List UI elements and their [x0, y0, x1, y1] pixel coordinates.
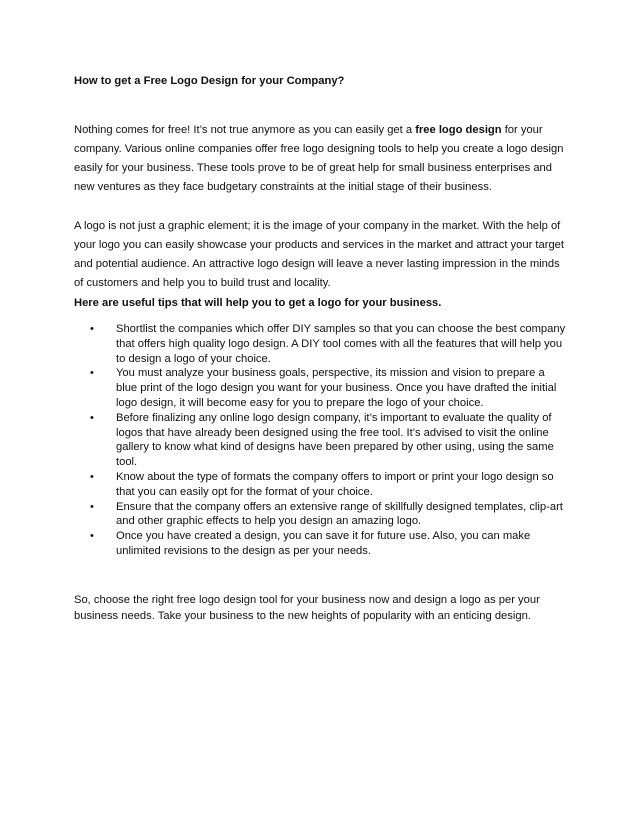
intro-bold-keyword: free logo design — [415, 124, 502, 136]
closing-paragraph: So, choose the right free logo design tool for your business now and design a logo as per your business needs. Take your business to the new heights of popularity with an enticing design. — [74, 594, 540, 622]
intro-paragraph — [74, 121, 568, 197]
list-item — [74, 322, 568, 366]
tip-text: Shortlist the companies which offer DIY samples so that you can choose the best company that offers high quality logo design. A DIY tool comes with all the features that will help you to design a logo of your choice. — [116, 323, 566, 365]
list-item — [74, 411, 568, 470]
document-title: How to get a Free Logo Design for your Company? — [74, 75, 345, 87]
tips-heading: Here are useful tips that will help you to get a logo for your business. — [74, 297, 442, 309]
bullet-icon: • — [90, 500, 94, 513]
tip-text: You must analyze your business goals, perspective, its mission and vision to prepare a blue print of the logo design you want for your business. Once you have drafted the initial logo design, it will become easy for you to prepare the logo of your choice. — [116, 367, 557, 409]
intro-text-start: Nothing comes for free! It’s not true anymore as you can easily get a — [74, 124, 416, 136]
bullet-icon: • — [90, 323, 94, 335]
tip-text: Ensure that the company offers an extensive range of skillfully designed templates, clip-art and other graphic effects to help you design an amazing logo. — [116, 500, 563, 528]
tip-text: Once you have created a design, you can save it for future use. Also, you can make unlimited revisions to the design as per your needs. — [116, 530, 531, 557]
tip-text: Know about the type of formats the company offers to import or print your logo design so that you can easily opt for the format of your choice. — [116, 470, 554, 498]
bullet-icon: • — [90, 530, 94, 543]
bullet-icon: • — [90, 367, 94, 380]
bullet-icon: • — [90, 470, 94, 483]
bullet-icon: • — [90, 411, 94, 424]
list-item — [74, 470, 568, 500]
intro-text-end: for your company. Various online companies offer free logo designing tools to help you create a logo design easily for your business. These tools prove to be of great help for small business enterprises and new ventures as they face budgetary constraints at the initial stage of their business. — [74, 124, 564, 193]
tips-list — [74, 322, 568, 559]
list-item — [74, 500, 568, 530]
logo-importance-paragraph: A logo is not just a graphic element; it is the image of your company in the market. With the help of your logo you can easily showcase your products and services in the market and attract your target and potential audience. An attractive logo design will leave a never lasting impression in the minds of customers and help you to build trust and locality. — [74, 220, 565, 289]
list-item — [74, 366, 568, 410]
list-item — [74, 529, 568, 559]
tip-text: Before finalizing any online logo design company, it’s important to evaluate the quality of logos that have already been designed using the free tool. It’s advised to visit the online gallery to know what kind of designs have been prepared by other using, using the same tool. — [116, 411, 554, 469]
